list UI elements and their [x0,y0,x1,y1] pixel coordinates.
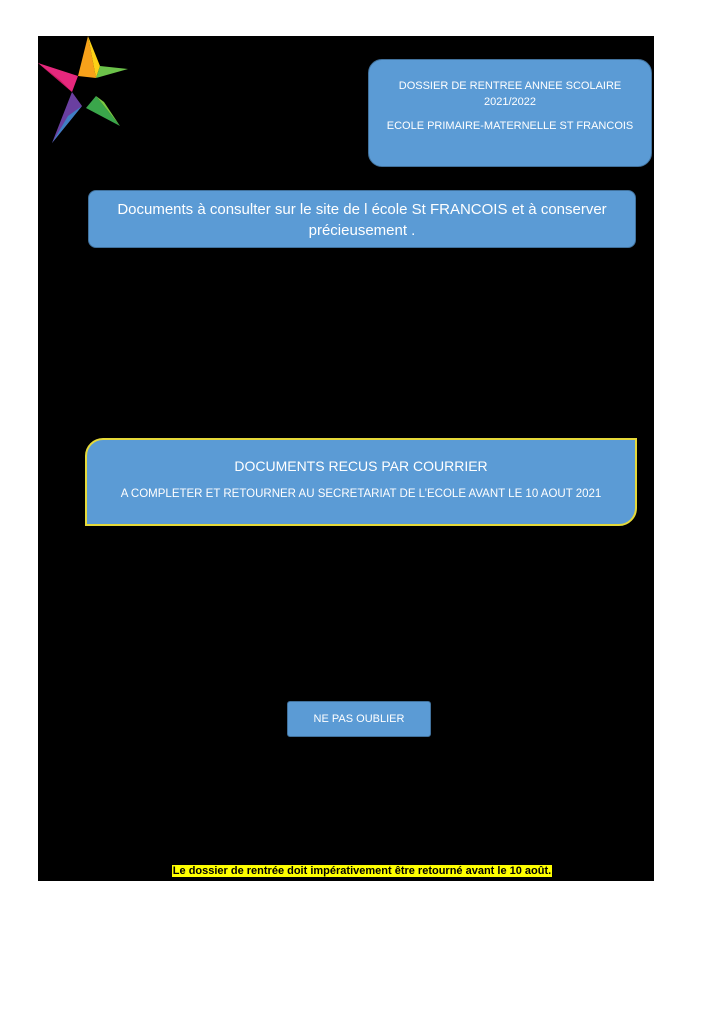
header-school-name: ECOLE PRIMAIRE-MATERNELLE ST FRANCOIS [386,120,634,132]
courrier-documents-box [85,438,637,526]
return-deadline-notice [156,861,568,879]
return-deadline-text: Le dossier de rentrée doit impérativement être retourné avant le 10 août. [172,865,552,877]
ne-pas-oublier-label: NE PAS OUBLIER [313,713,405,725]
courrier-documents-title: DOCUMENTS RECUS PAR COURRIER [234,458,488,474]
header-title: DOSSIER DE RENTREE ANNEE SCOLAIRE [398,80,622,92]
courrier-documents-subtitle: A COMPLETER ET RETOURNER AU SECRETARIAT DE L’ECOLE AVANT LE 10 AOUT 2021 [120,488,602,500]
document-page [38,36,654,881]
consult-documents-text: Documents à consulter sur le site de l école St FRANCOIS et à conserver précieusement . [117,201,607,239]
star-logo-icon [38,36,130,144]
consult-documents-box [88,190,636,248]
header-school-year: 2021/2022 [484,96,536,108]
ne-pas-oublier-button[interactable] [287,701,431,737]
header-box [368,59,652,167]
